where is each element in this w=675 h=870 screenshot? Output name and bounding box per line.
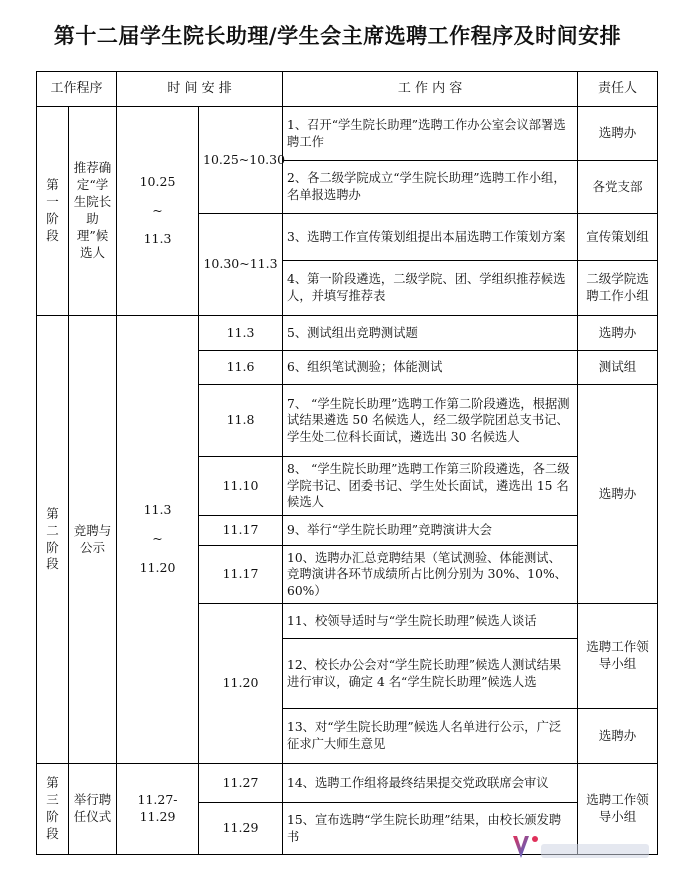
date-cell: 11.8	[199, 385, 283, 457]
stage3-range: 11.27-11.29	[117, 764, 199, 855]
item-9: 9、举行“学生院长助理”竞聘演讲大会	[283, 516, 578, 546]
date-cell: 11.17	[199, 546, 283, 604]
stage2-range-end: 11.20	[139, 559, 176, 575]
table-row	[37, 316, 658, 351]
date-cell: 11.29	[199, 803, 283, 855]
resp-11-12: 选聘工作领导小组	[578, 604, 658, 709]
resp-6: 测试组	[578, 351, 658, 385]
stage1-sub: 推荐确定“学生院长助理”候选人	[69, 107, 117, 316]
item-10: 10、选聘办汇总竞聘结果（笔试测验、体能测试、竞聘演讲各环节成绩所占比例分别为 30%、10%、60%）	[283, 546, 578, 604]
stage3-name: 第三阶段	[37, 764, 69, 855]
date-cell: 11.17	[199, 516, 283, 546]
stage1-range	[117, 107, 199, 316]
item-14: 14、选聘工作组将最终结果提交党政联席会审议	[283, 764, 578, 803]
resp-14-15: 选聘工作领导小组	[578, 764, 658, 855]
header-schedule: 时 间 安 排	[117, 72, 283, 107]
stage2-range-tilde: ~	[152, 531, 163, 547]
table-row	[37, 764, 658, 803]
resp-7-10: 选聘办	[578, 385, 658, 604]
resp-1: 选聘办	[578, 107, 658, 161]
item-4: 4、第一阶段遴选，二级学院、团、学组织推荐候选人，并填写推荐表	[283, 261, 578, 316]
resp-5: 选聘办	[578, 316, 658, 351]
stage2-sub: 竞聘与公示	[69, 316, 117, 764]
item-5: 5、测试组出竞聘测试题	[283, 316, 578, 351]
date-cell: 11.3	[199, 316, 283, 351]
stage2-range	[117, 316, 199, 764]
stage1-range-end: 11.3	[143, 231, 172, 247]
item-7: 7、 “学生院长助理”选聘工作第二阶段遴选，根据测试结果遴选 50 名候选人，经二级学院团总支书记、学生处二位科长面试，遴选出 30 名候选人	[283, 385, 578, 457]
stage1-name: 第一阶段	[37, 107, 69, 316]
item-11: 11、校领导适时与“学生院长助理”候选人谈话	[283, 604, 578, 639]
item-13: 13、对“学生院长助理”候选人名单进行公示，广泛征求广大师生意见	[283, 709, 578, 764]
header-program: 工作程序	[37, 72, 117, 107]
resp-4: 二级学院选聘工作小组	[578, 261, 658, 316]
item-2: 2、各二级学院成立“学生院长助理”选聘工作小组，名单报选聘办	[283, 161, 578, 214]
stage3-sub: 举行聘任仪式	[69, 764, 117, 855]
date-cell: 10.30~11.3	[199, 214, 283, 316]
resp-3: 宣传策划组	[578, 214, 658, 261]
watermark-logo	[505, 830, 655, 864]
page-title: 第十二届学生院长助理/学生会主席选聘工作程序及时间安排	[53, 23, 622, 48]
item-8: 8、 “学生院长助理”选聘工作第三阶段遴选，各二级学院书记、团委书记、学生处长面试，遴选出 15 名候选人	[283, 457, 578, 516]
header-content: 工 作 内 容	[283, 72, 578, 107]
date-cell: 11.20	[199, 604, 283, 764]
item-6: 6、组织笔试测验；体能测试	[283, 351, 578, 385]
stage2-range-start: 11.3	[143, 502, 172, 518]
header-row	[37, 72, 658, 107]
item-15: 15、宣布选聘“学生院长助理”结果，由校长颁发聘书	[283, 803, 578, 855]
date-cell: 11.10	[199, 457, 283, 516]
item-12: 12、校长办公会对“学生院长助理”候选人测试结果进行审议，确定 4 名“学生院长助理”候选人选	[283, 639, 578, 709]
stage2-name: 第二阶段	[37, 316, 69, 764]
item-3: 3、选聘工作宣传策划组提出本届选聘工作策划方案	[283, 214, 578, 261]
header-responsible: 责任人	[578, 72, 658, 107]
date-cell: 10.25~10.30	[199, 107, 283, 214]
stage1-range-start: 10.25	[139, 173, 176, 189]
resp-2: 各党支部	[578, 161, 658, 214]
date-cell: 11.27	[199, 764, 283, 803]
schedule-table	[36, 71, 658, 855]
item-1: 1、召开“学生院长助理”选聘工作办公室会议部署选聘工作	[283, 107, 578, 161]
date-cell: 11.6	[199, 351, 283, 385]
resp-13: 选聘办	[578, 709, 658, 764]
stage1-range-tilde: ~	[152, 202, 163, 218]
table-row	[37, 107, 658, 161]
